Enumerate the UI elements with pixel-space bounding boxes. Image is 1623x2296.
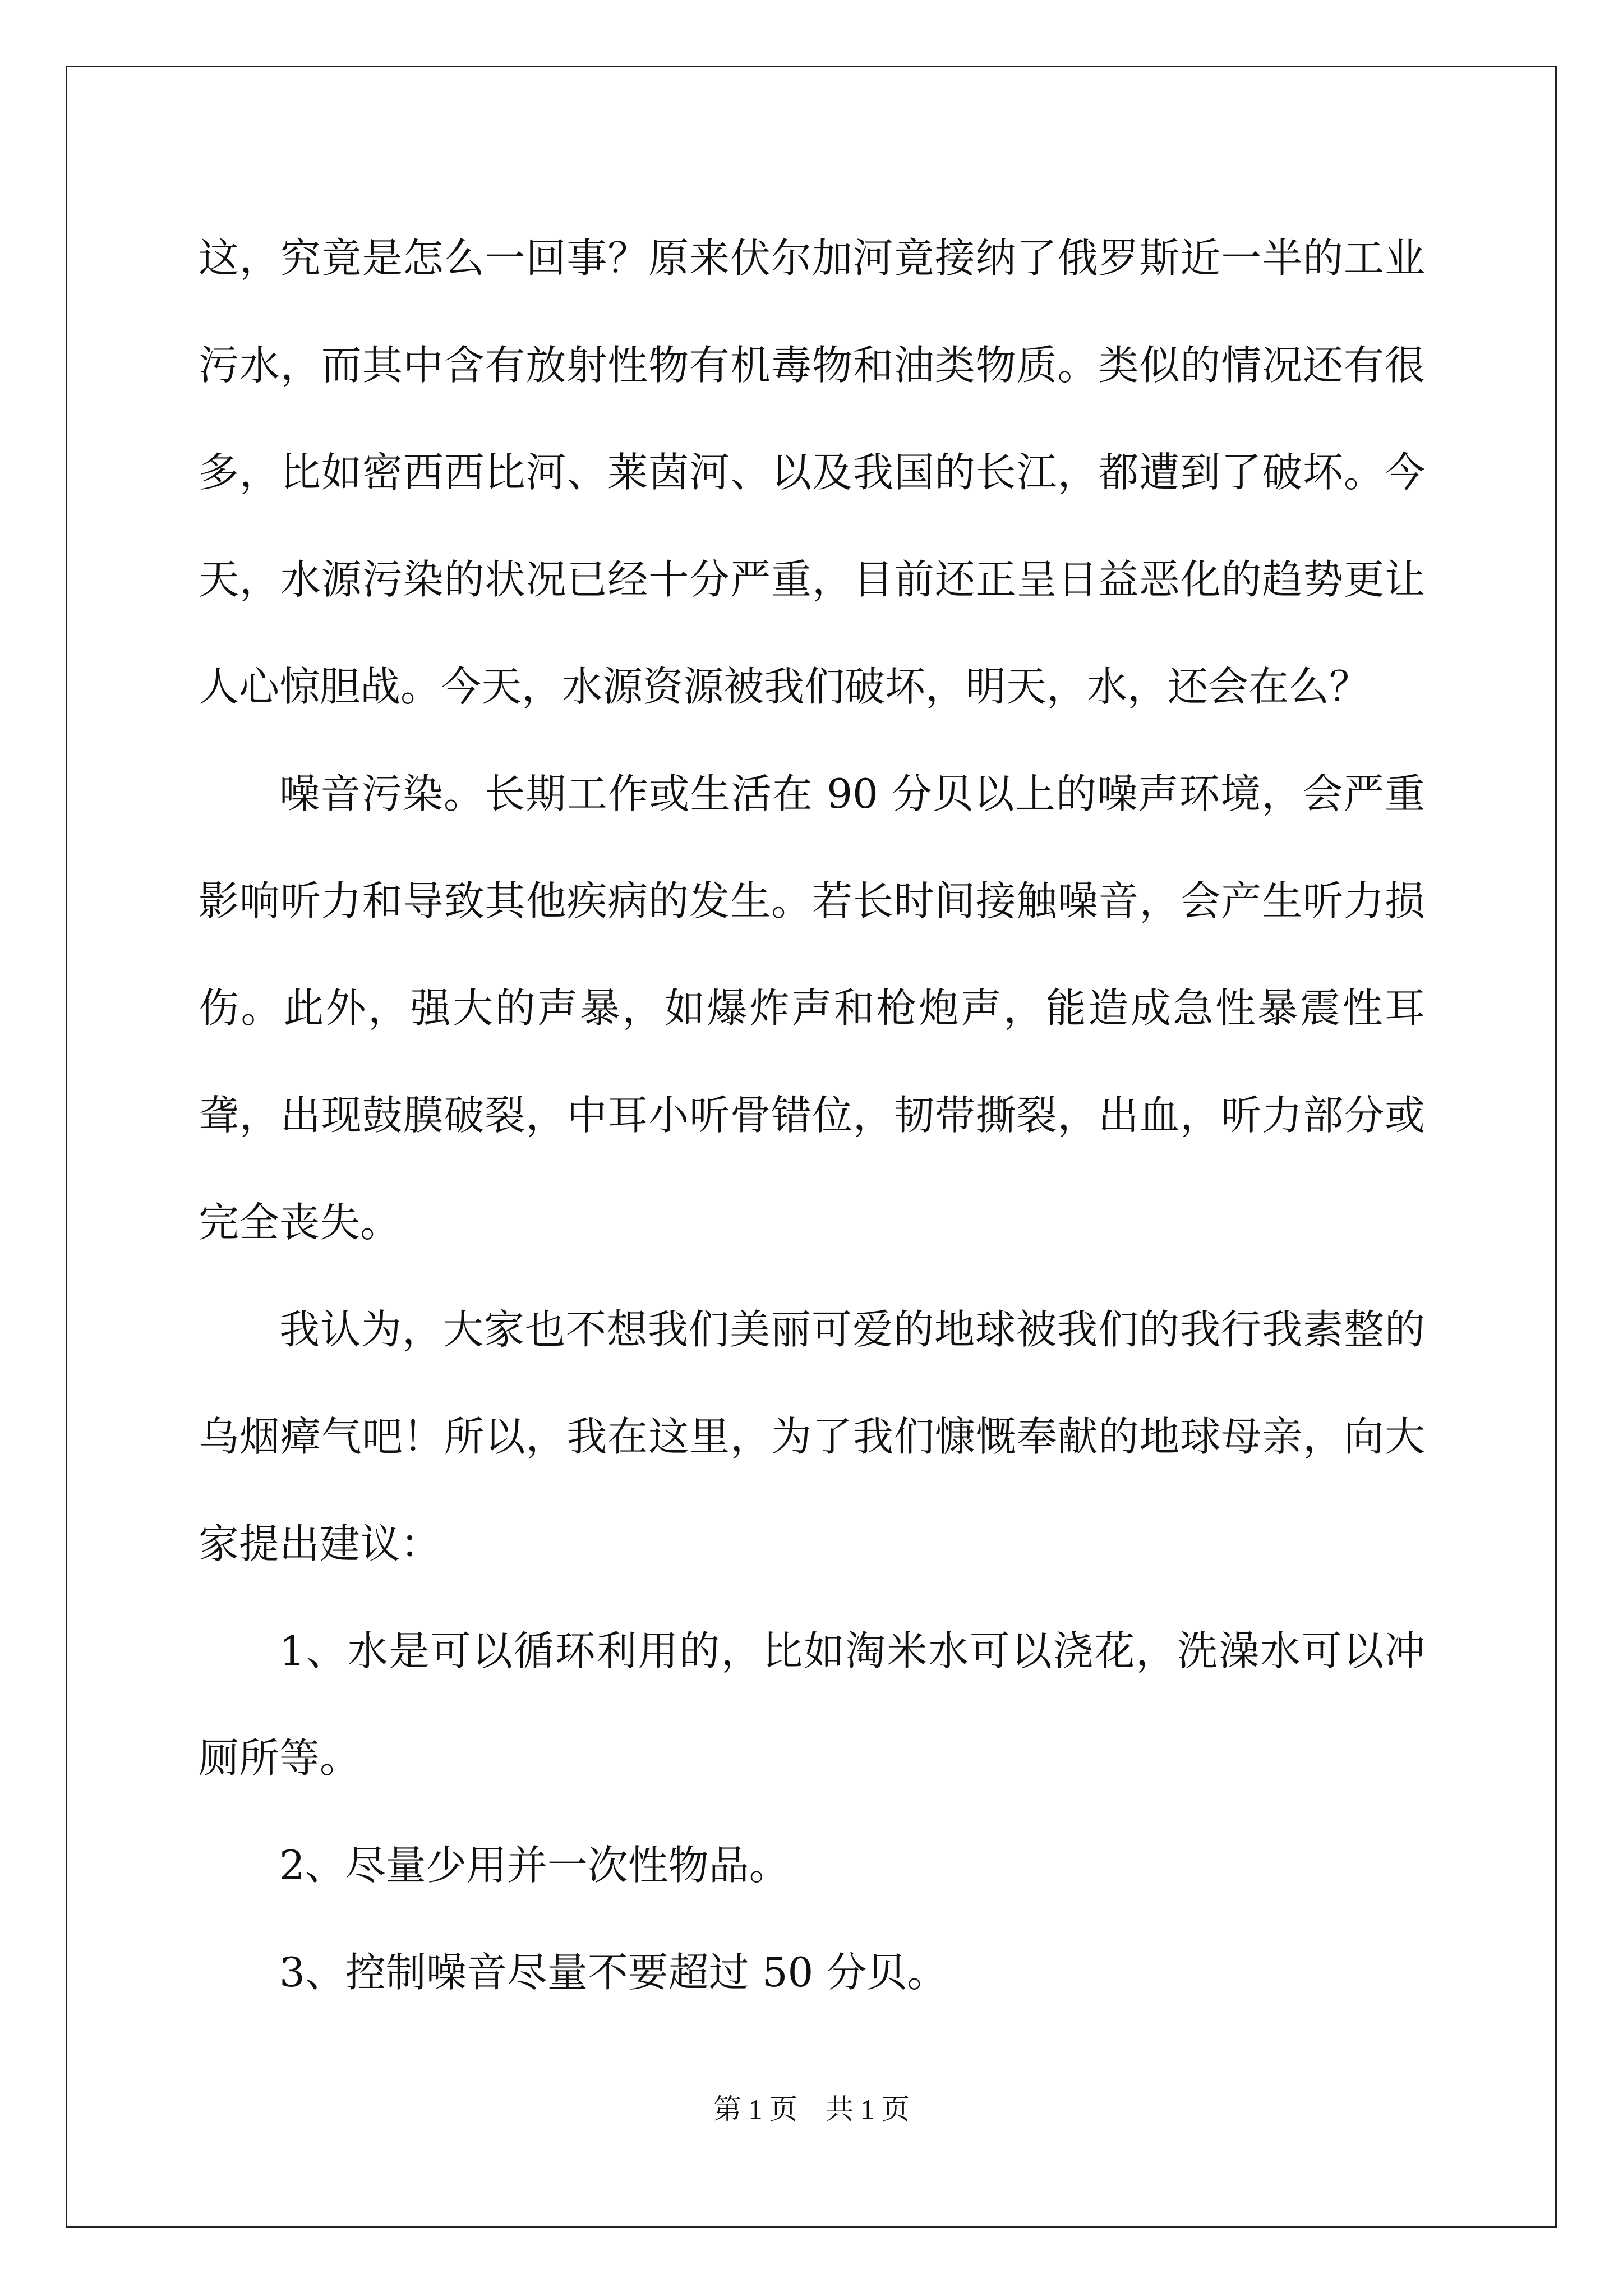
document-body	[199, 205, 1425, 2026]
paragraph-suggestion-2: 2、尽量少用并一次性物品。	[279, 1842, 790, 1889]
paragraph-noise-pollution: 噪音污染。长期工作或生活在 90 分贝以上的噪声环境，会严重影响听力和导致其他疾病的发生。若长时间接触噪音，会产生听力损伤。此外，强大的声暴，如爆炸声和枪炮声，能造成急性暴震性耳聋，出现鼓膜破裂，中耳小听骨错位，韧带撕裂，出血，听力部分或完全丧失。	[199, 770, 1425, 1246]
paragraph-proposal-intro: 我认为，大家也不想我们美丽可爱的地球被我们的我行我素整的乌烟瘴气吧！所以，我在这里，为了我们慷慨奉献的地球母亲，向大家提出建议：	[199, 1306, 1425, 1567]
paragraph-suggestion-3: 3、控制噪音尽量不要超过 50 分贝。	[279, 1949, 948, 1996]
paragraph-suggestion-1: 1、水是可以循环利用的，比如淘米水可以浇花，洗澡水可以冲厕所等。	[199, 1627, 1425, 1782]
paragraph-water-pollution: 这，究竟是怎么一回事？原来伏尔加河竟接纳了俄罗斯近一半的工业污水，而其中含有放射性物有机毒物和油类物质。类似的情况还有很多，比如密西西比河、莱茵河、以及我国的长江，都遭到了破坏。今天，水源污染的状况已经十分严重，目前还正呈日益恶化的趋势更让人心惊胆战。今天，水源资源被我们破坏，明天，水，还会在么？	[199, 234, 1425, 710]
page-footer: 第 1 页 共 1 页	[713, 2093, 910, 2125]
